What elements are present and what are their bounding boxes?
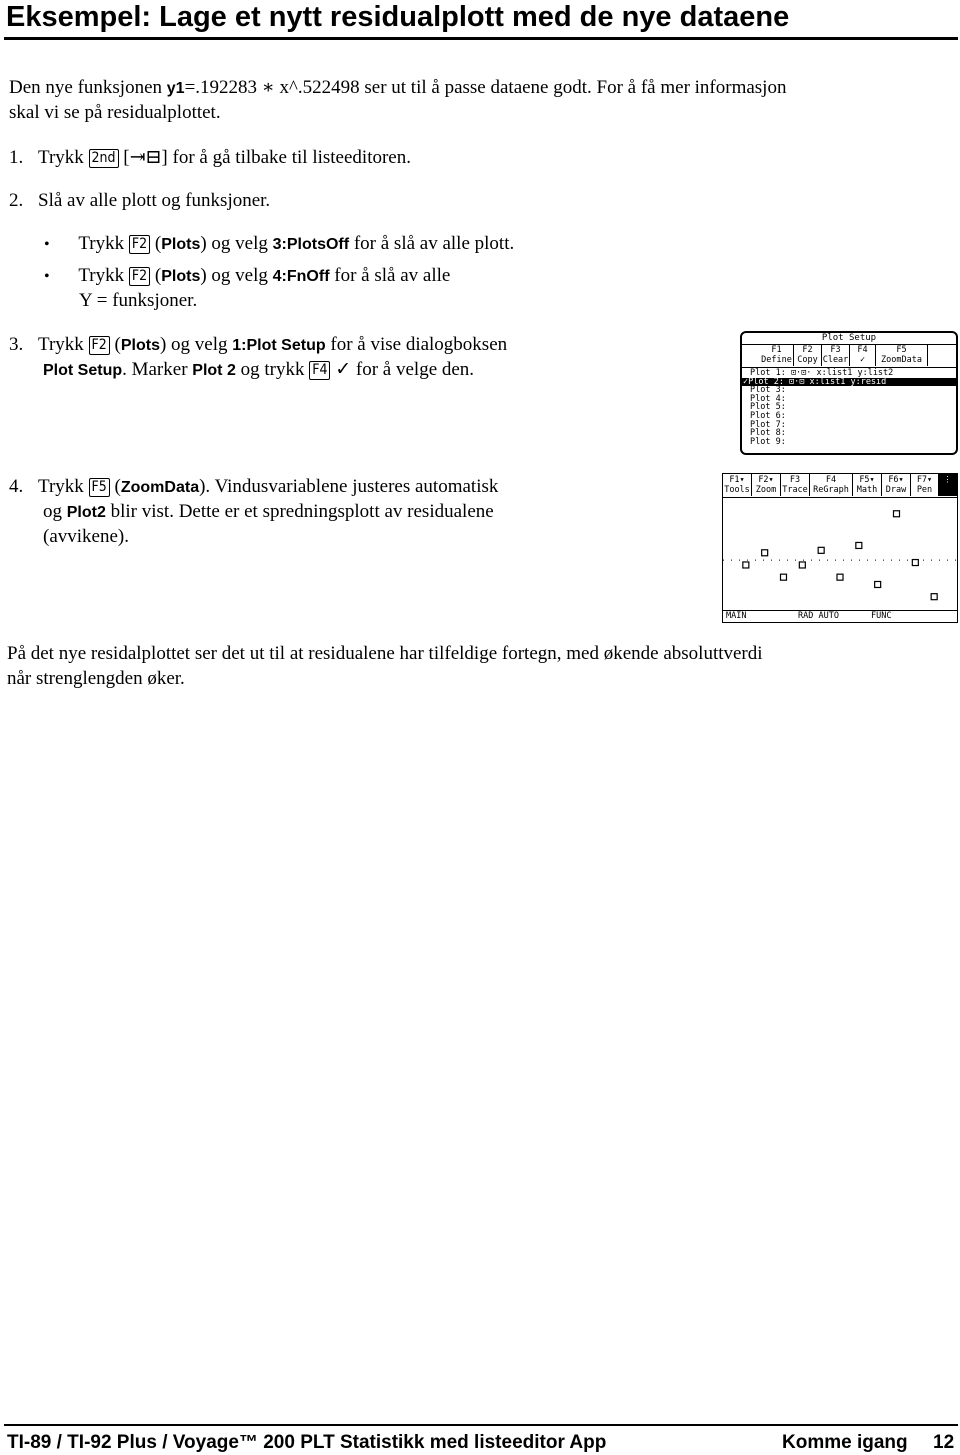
step-text: . Marker (122, 359, 193, 380)
toolbar-label: Math (856, 485, 878, 495)
plot-row[interactable]: ✓Plot 2: ⊡·⊡ x:list1 y:resid (742, 378, 956, 387)
step-text: Trykk (78, 265, 125, 286)
footer-book-title: TI-89 / TI-92 Plus / Voyage™ 200 PLT Statistikk med listeeditor App (7, 1432, 607, 1453)
plot-row[interactable]: Plot 4: (750, 393, 786, 404)
toolbar (723, 474, 957, 498)
toolbar-f6[interactable] (882, 474, 911, 496)
toolbar-f2[interactable] (794, 344, 822, 366)
scatter-point (875, 581, 881, 587)
scatter-point (818, 547, 824, 553)
toolbar-f2[interactable] (752, 474, 781, 496)
toolbar-label: ⋮ (943, 475, 952, 485)
toolbar-f5[interactable] (876, 344, 928, 366)
toolbar-label: Clear (822, 355, 849, 365)
toolbar-f1[interactable] (723, 474, 752, 496)
plot-row[interactable]: Plot 9: (750, 436, 786, 447)
toolbar-busy-indicator (939, 474, 957, 496)
bullet-icon: • (44, 268, 50, 285)
step-text: Trykk (78, 233, 125, 254)
toolbar-label: ✓ (859, 355, 866, 365)
step-text: Trykk (38, 334, 84, 355)
plot-row[interactable]: Plot 6: (750, 410, 786, 421)
plot-list (742, 369, 956, 446)
toolbar-label: Pen (916, 485, 933, 495)
command-name: 1:Plot Setup (232, 337, 326, 354)
toolbar-f4[interactable] (810, 474, 853, 496)
footer-section: Komme igang (782, 1432, 908, 1453)
step-3 (9, 332, 507, 358)
step-text: for å velge den. (351, 359, 475, 380)
step-text: ) og velg (200, 233, 273, 254)
toolbar-key: F2 (802, 345, 813, 355)
status-angle: RAD AUTO (798, 611, 839, 621)
plot-name: Plot2 (66, 504, 106, 521)
page-number: 12 (933, 1432, 955, 1453)
scatter-point (781, 574, 787, 580)
key-f4: F4 (309, 361, 330, 380)
step-4-line-2 (43, 499, 494, 525)
menu-name: Plots (161, 236, 201, 253)
step-text: for å vise dialogboksen (325, 334, 508, 355)
toolbar-label: Tools (724, 485, 750, 495)
step-2 (9, 188, 270, 213)
toolbar-label: Trace (782, 485, 808, 495)
toolbar-f3[interactable] (781, 474, 810, 496)
scatter-point (837, 574, 843, 580)
toolbar-f7[interactable] (911, 474, 939, 496)
step-text: ) og velg (200, 265, 273, 286)
toolbar-key: F4 (825, 475, 837, 485)
key-f2: F2 (89, 336, 110, 355)
scatter-point (743, 562, 749, 568)
step-4-line-3: (avvikene). (43, 526, 129, 547)
scatter-point (894, 511, 900, 517)
paren: ( (154, 233, 162, 254)
intro-text: Den nye funksjonen (9, 77, 167, 98)
command-name: 4:FnOff (272, 268, 330, 285)
intro-func: y1 (166, 80, 185, 97)
step-text: Slå av alle plott og funksjoner. (38, 190, 271, 211)
page-title: Eksempel: Lage et nytt residualplott med de nye dataene (6, 1, 790, 33)
bullet-2 (44, 263, 450, 289)
scatter-point (856, 542, 862, 548)
screen-title: Plot Setup (742, 333, 956, 345)
graph-screen (722, 473, 958, 623)
plot-setup-screen (740, 331, 958, 455)
toolbar-key: F3 (830, 345, 841, 355)
bullet-1 (44, 231, 514, 257)
step-text: for å slå av alle plott. (349, 233, 515, 254)
step-text: ) og velg (159, 334, 233, 355)
plot-row[interactable]: Plot 5: (750, 402, 786, 413)
step-number: 2. (9, 190, 24, 211)
toolbar-key: F5▾ (859, 475, 875, 485)
toolbar-f5[interactable] (853, 474, 882, 496)
dialog-name: Plot Setup (43, 362, 123, 379)
step-4 (9, 474, 498, 500)
toolbar-key: F6▾ (888, 475, 904, 485)
toolbar-label: Draw (885, 485, 907, 495)
menu-name: ZoomData (120, 479, 200, 496)
bullet-icon: • (44, 236, 50, 253)
scatter-point (799, 562, 805, 568)
toolbar-label: Define (761, 355, 792, 365)
key-f5: F5 (89, 478, 110, 497)
conclusion-line-2: når strenglengden øker. (7, 668, 185, 689)
scatter-point (931, 594, 937, 600)
step-text: og trykk (235, 359, 305, 380)
status-graph: FUNC (871, 611, 892, 621)
toolbar-key: F1▾ (729, 475, 745, 485)
toolbar-f1[interactable] (760, 344, 794, 366)
toolbar-label: ReGraph (813, 485, 849, 495)
menu-name: Plots (120, 337, 160, 354)
key-list-icon: [⇥⊟] (123, 147, 168, 168)
step-text: ). Vindusvariablene justeres automatisk (199, 476, 499, 497)
step-3-line-2 (43, 357, 474, 383)
toolbar-label: Zoom (755, 485, 777, 495)
title-rule (4, 37, 958, 40)
plot-row[interactable]: Plot 3: (750, 385, 786, 396)
step-text: Trykk (38, 147, 84, 168)
paren: ( (154, 265, 162, 286)
toolbar-key: F3 (789, 475, 801, 485)
paren: ( (114, 476, 121, 497)
toolbar-label: Copy (797, 355, 818, 365)
paren: ( (114, 334, 121, 355)
menu-name: Plots (161, 268, 201, 285)
step-number: 1. (9, 147, 24, 168)
step-text: for å gå tilbake til listeeditoren. (172, 147, 411, 168)
toolbar-f4[interactable] (850, 344, 876, 366)
intro-text-2: =.192283 ∗ x^.522498 ser ut til å passe dataene godt. For å få mer informasjon (184, 77, 787, 98)
step-text: og (43, 501, 67, 522)
key-f2: F2 (129, 235, 150, 254)
step-text: Trykk (38, 476, 84, 497)
conclusion-line-1: På det nye residalplottet ser det ut til at residualene har tilfeldige fortegn, med økende absoluttverdi (7, 643, 763, 664)
toolbar-key: F5 (896, 345, 907, 355)
key-2nd: 2nd (89, 149, 119, 168)
checkmark-icon: ✓ (335, 358, 352, 380)
toolbar-f3[interactable] (822, 344, 850, 366)
status-bar (723, 610, 957, 622)
plot-row[interactable]: Plot 7: (750, 419, 786, 430)
bullet-2-line-2: Y = funksjoner. (79, 290, 198, 311)
toolbar-key: F1 (771, 345, 782, 355)
step-1 (9, 145, 411, 170)
command-name: 3:PlotsOff (272, 236, 350, 253)
toolbar-key: F2▾ (758, 475, 774, 485)
toolbar-label: ZoomData (881, 355, 922, 365)
step-text: blir vist. Dette er et spredningsplott av residualene (105, 501, 494, 522)
plot-row[interactable]: Plot 1: ⊡·⊡· x:list1 y:list2 (750, 368, 894, 378)
step-number: 3. (9, 334, 24, 355)
footer-rule (4, 1424, 958, 1426)
toolbar-key: F4 (857, 345, 868, 355)
intro-line-1 (9, 75, 786, 101)
residual-scatter-plot (723, 498, 957, 610)
plot-name: Plot 2 (192, 362, 236, 379)
plot-row[interactable]: Plot 8: (750, 428, 786, 439)
intro-line-2: skal vi se på residualplottet. (9, 102, 221, 123)
step-text: for å slå av alle (329, 265, 451, 286)
toolbar (742, 344, 956, 368)
scatter-point (762, 550, 768, 556)
status-mode: MAIN (726, 611, 747, 621)
scatter-point (912, 560, 918, 566)
toolbar-key: F7▾ (916, 475, 933, 485)
step-number: 4. (9, 476, 24, 497)
key-f2: F2 (129, 267, 150, 286)
